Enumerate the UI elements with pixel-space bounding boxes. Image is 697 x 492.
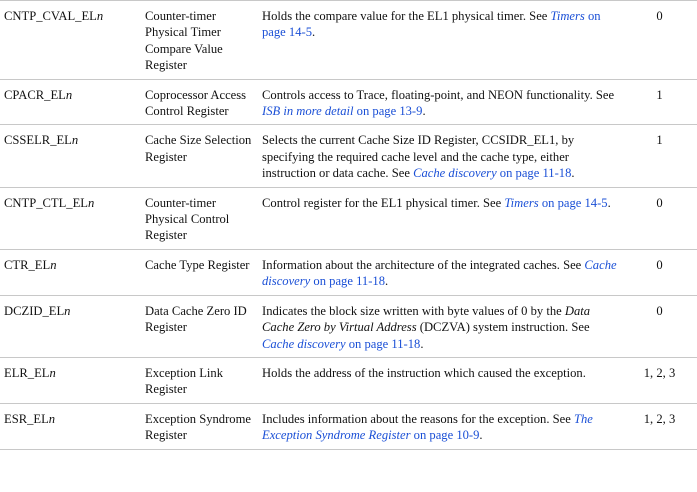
register-name-cell	[0, 249, 141, 295]
register-name: CNTP_CTL_EL	[4, 195, 88, 210]
cross-reference-title[interactable]: Timers	[550, 9, 585, 23]
register-name: DCZID_EL	[4, 303, 65, 318]
description-text: Holds the address of the instruction which caused the exception.	[262, 365, 586, 380]
cross-reference-link[interactable]	[504, 196, 607, 210]
exception-level-cell: 1, 2, 3	[622, 357, 697, 403]
register-name-suffix: n	[71, 133, 79, 148]
register-name-suffix: n	[96, 9, 104, 23]
description-end: .	[479, 428, 483, 443]
description-text: Includes information about the reasons for the exception. See	[262, 411, 574, 426]
description-end: .	[607, 195, 611, 210]
register-full-name: Exception Syndrome Register	[141, 403, 258, 449]
register-description	[258, 1, 622, 80]
description-end: .	[422, 104, 426, 119]
cross-reference-page[interactable]: on page 11-18	[345, 336, 421, 351]
cross-reference-page[interactable]: on page 14-5	[262, 9, 601, 40]
description-text: Information about the architecture of the integrated caches. See	[262, 257, 585, 272]
description-end: .	[385, 274, 389, 289]
cross-reference-link[interactable]	[413, 166, 571, 180]
register-name-suffix: n	[87, 195, 95, 210]
register-name-cell	[0, 295, 141, 357]
table-row	[0, 79, 697, 125]
register-name-cell	[0, 79, 141, 125]
description-text: Controls access to Trace, floating-point, and NEON functionality. See	[262, 87, 615, 102]
cross-reference-page[interactable]: on page 11-18	[310, 274, 385, 289]
cross-reference-link[interactable]	[262, 337, 420, 351]
register-name-suffix: n	[48, 411, 56, 426]
description-italic-text: Data Cache Zero by Virtual Address	[262, 303, 591, 335]
description-end: .	[420, 336, 424, 351]
register-name-suffix: n	[50, 257, 57, 272]
table-row	[0, 295, 697, 357]
register-description	[258, 79, 622, 125]
cross-reference-link[interactable]	[262, 104, 422, 118]
description-end: .	[312, 25, 316, 40]
description-text-continued: (DCZVA) system instruction. See	[416, 320, 590, 335]
register-full-name: Exception Link Register	[141, 357, 258, 403]
table-row	[0, 249, 697, 295]
register-name-cell	[0, 187, 141, 249]
cross-reference-title[interactable]: Cache discovery	[262, 336, 346, 351]
register-name-cell	[0, 1, 141, 80]
register-name: CNTP_CVAL_EL	[4, 9, 97, 23]
table-row	[0, 125, 697, 187]
register-name: CTR_EL	[4, 257, 51, 272]
register-name: ELR_EL	[4, 365, 50, 380]
register-description	[258, 125, 622, 187]
register-full-name: Coprocessor Access Control Register	[141, 79, 258, 125]
cross-reference-title[interactable]: ISB in more detail	[262, 104, 354, 119]
cross-reference-title[interactable]: Timers	[504, 195, 539, 210]
register-table-body	[0, 1, 697, 450]
register-name-suffix: n	[49, 365, 56, 380]
register-name: CSSELR_EL	[4, 133, 72, 148]
exception-level-cell: 1	[622, 79, 697, 125]
table-row	[0, 187, 697, 249]
register-name-suffix: n	[65, 87, 73, 102]
table-row	[0, 357, 697, 403]
register-name-cell	[0, 125, 141, 187]
description-text: Indicates the block size written with byte values of 0 by the	[262, 303, 565, 318]
register-full-name: Cache Type Register	[141, 249, 258, 295]
description-end: .	[571, 166, 575, 181]
register-name: ESR_EL	[4, 411, 49, 426]
register-description	[258, 187, 622, 249]
register-description	[258, 249, 622, 295]
cross-reference-page[interactable]: on page 11-18	[496, 166, 572, 181]
register-name-cell	[0, 357, 141, 403]
cross-reference-title[interactable]: The Exception Syndrome Register	[262, 411, 593, 443]
register-description	[258, 403, 622, 449]
exception-level-cell: 0	[622, 187, 697, 249]
exception-level-cell: 1	[622, 125, 697, 187]
register-name: CPACR_EL	[4, 87, 66, 102]
register-full-name: Cache Size Selection Register	[141, 125, 258, 187]
cross-reference-page[interactable]: on page 13-9	[353, 104, 423, 119]
description-text: Control register for the EL1 physical timer. See	[262, 195, 505, 210]
register-full-name: Data Cache Zero ID Register	[141, 295, 258, 357]
exception-level-cell: 0	[622, 295, 697, 357]
register-description	[258, 357, 622, 403]
register-full-name: Counter-timer Physical Control Register	[141, 187, 258, 249]
exception-level-cell: 0	[622, 249, 697, 295]
table-row	[0, 1, 697, 80]
cross-reference-page[interactable]: on page 10-9	[410, 428, 480, 443]
description-text: Holds the compare value for the EL1 physical timer. See	[262, 9, 551, 23]
register-full-name: Counter-timer Physical Timer Compare Value Register	[141, 1, 258, 80]
register-name-suffix: n	[64, 303, 71, 318]
cross-reference-page[interactable]: on page 14-5	[538, 195, 608, 210]
register-description	[258, 295, 622, 357]
exception-level-cell: 0	[622, 1, 697, 80]
cross-reference-title[interactable]: Cache discovery	[413, 166, 497, 181]
table-row	[0, 403, 697, 449]
register-name-cell	[0, 403, 141, 449]
description-text: Selects the current Cache Size ID Register, CCSIDR_EL1, by specifying the required cache level and the cache type, either instruction or data cache. See	[262, 133, 575, 181]
exception-level-cell: 1, 2, 3	[622, 403, 697, 449]
cross-reference-title[interactable]: Cache discovery	[262, 257, 617, 289]
